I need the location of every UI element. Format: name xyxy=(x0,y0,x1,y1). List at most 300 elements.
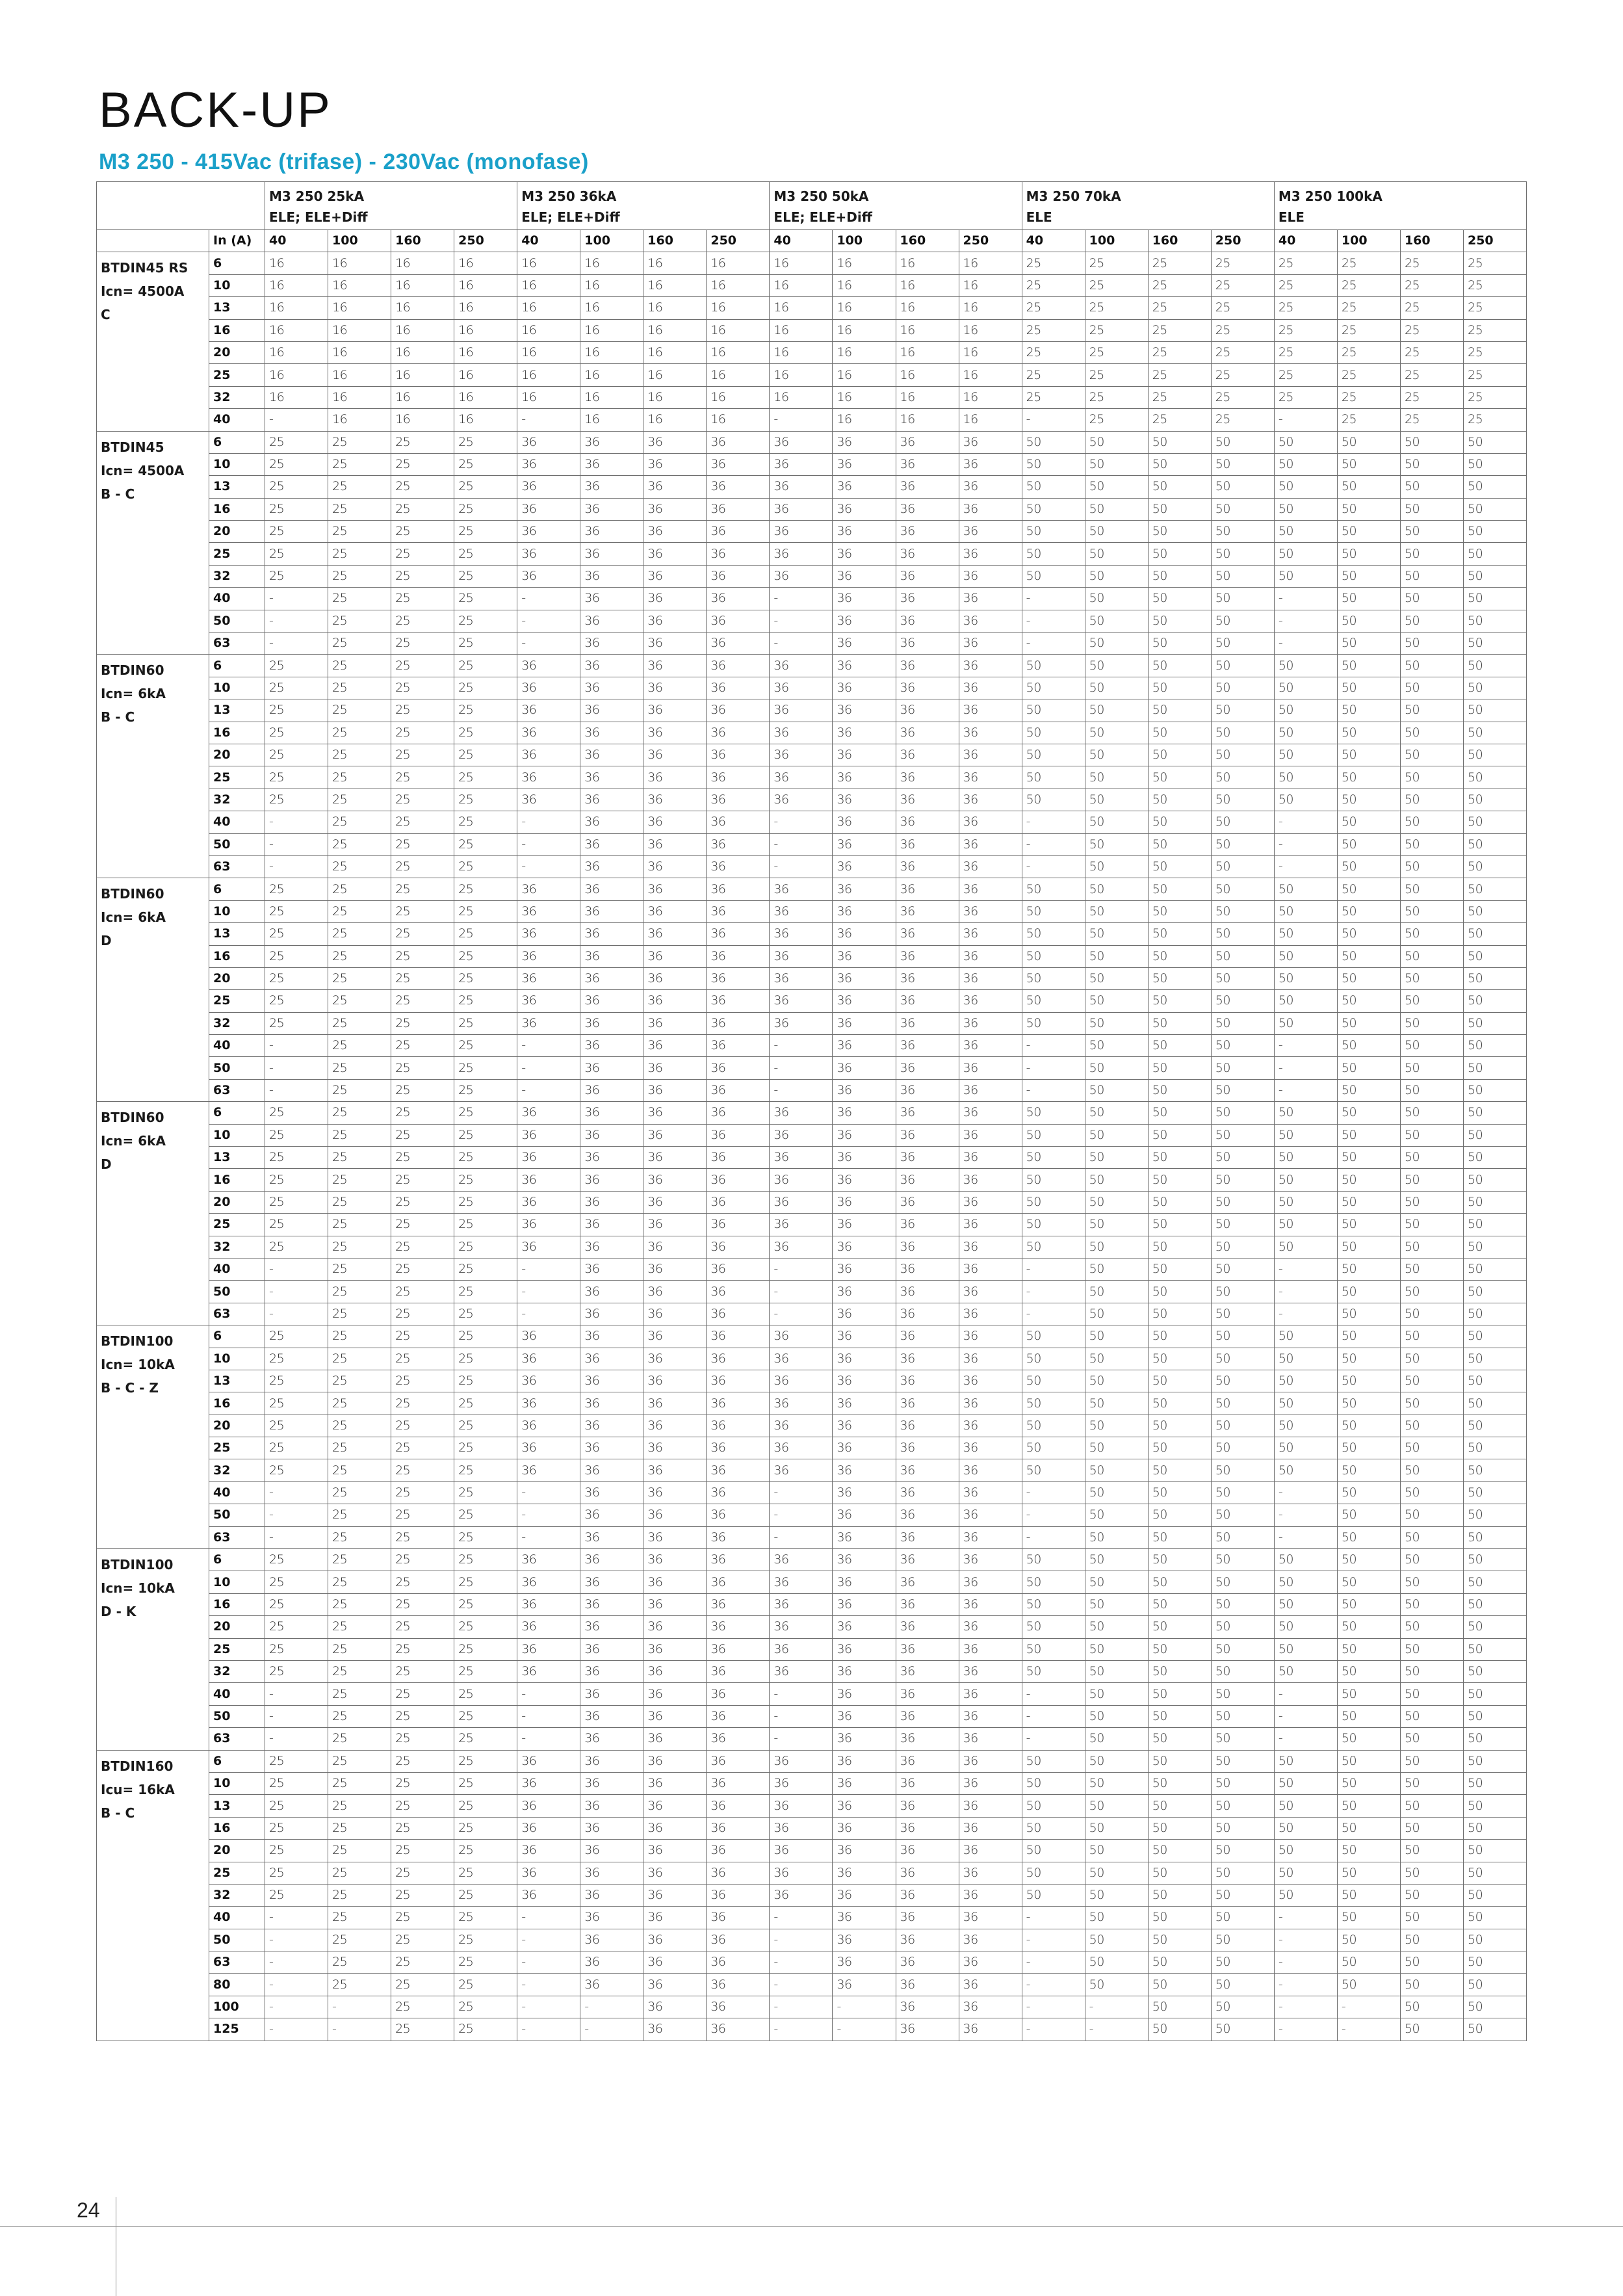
table-row xyxy=(97,1012,1527,1034)
breaking-value: - xyxy=(1022,1996,1085,2018)
in-value: 10 xyxy=(209,677,265,699)
in-value: 6 xyxy=(209,431,265,453)
breaking-value: - xyxy=(265,855,328,878)
breaking-value: 25 xyxy=(454,1862,517,1884)
breaking-value: 36 xyxy=(959,1191,1022,1213)
breaking-value: 50 xyxy=(1337,1616,1400,1638)
breaking-value: 50 xyxy=(1211,1236,1274,1258)
breaking-value: 50 xyxy=(1085,722,1148,744)
breaking-value: 50 xyxy=(1148,1035,1211,1057)
breaking-value: 25 xyxy=(454,1683,517,1705)
breaking-value: 50 xyxy=(1463,900,1526,922)
breaking-value: 36 xyxy=(643,990,707,1012)
breaking-value: 25 xyxy=(391,677,454,699)
breaking-value: - xyxy=(1274,1258,1337,1280)
breaking-value: 50 xyxy=(1085,476,1148,498)
breaking-value: 50 xyxy=(1400,1415,1463,1437)
breaking-value: 36 xyxy=(833,1661,896,1683)
breaking-value: 25 xyxy=(454,1214,517,1236)
breaking-value: 36 xyxy=(517,453,580,475)
breaking-value: 36 xyxy=(707,610,770,632)
breaking-value: 36 xyxy=(517,923,580,945)
breaking-value: 25 xyxy=(265,1147,328,1169)
breaking-value: 50 xyxy=(1400,1974,1463,1996)
breaking-value: 25 xyxy=(454,1772,517,1794)
breaking-value: 36 xyxy=(896,811,959,833)
breaking-value: 36 xyxy=(896,1057,959,1079)
device-label xyxy=(97,1750,209,2041)
breaking-value: 36 xyxy=(833,565,896,587)
breaking-value: 50 xyxy=(1400,1907,1463,1929)
breaking-value: 50 xyxy=(1085,900,1148,922)
breaking-value: 16 xyxy=(265,252,328,274)
breaking-value: 50 xyxy=(1022,1571,1085,1593)
breaking-value: 50 xyxy=(1274,1169,1337,1191)
in-label: In (A) xyxy=(209,230,265,252)
breaking-value: 36 xyxy=(580,1481,643,1504)
breaking-value: 50 xyxy=(1085,1884,1148,1906)
breaking-value: 16 xyxy=(833,341,896,363)
breaking-value: 50 xyxy=(1022,1415,1085,1437)
breaking-value: 16 xyxy=(265,274,328,296)
breaking-value: 25 xyxy=(1274,274,1337,296)
breaking-value: 36 xyxy=(707,677,770,699)
breaking-value: 50 xyxy=(1148,1012,1211,1034)
breaking-value: 50 xyxy=(1022,722,1085,744)
breaking-value: 50 xyxy=(1463,1481,1526,1504)
breaking-value: 36 xyxy=(707,1281,770,1303)
breaking-value: 36 xyxy=(643,453,707,475)
breaking-value: 16 xyxy=(643,274,707,296)
breaking-value: 25 xyxy=(391,1526,454,1548)
breaking-value: 36 xyxy=(896,1616,959,1638)
breaking-value: 25 xyxy=(391,1169,454,1191)
breaking-value: 36 xyxy=(833,498,896,520)
breaking-value: 36 xyxy=(896,855,959,878)
breaking-value: 25 xyxy=(265,766,328,789)
breaking-value: 50 xyxy=(1022,878,1085,900)
in-value: 16 xyxy=(209,498,265,520)
breaking-value: 36 xyxy=(580,1012,643,1034)
breaking-value: 50 xyxy=(1211,1102,1274,1124)
breaking-value: 36 xyxy=(833,1348,896,1370)
breaking-value: 50 xyxy=(1085,543,1148,565)
breaking-value: 25 xyxy=(391,1862,454,1884)
breaking-value: 50 xyxy=(1085,1683,1148,1705)
breaking-value: 36 xyxy=(833,1549,896,1571)
breaking-value: 50 xyxy=(1022,521,1085,543)
breaking-value: 36 xyxy=(770,543,833,565)
breaking-value: 16 xyxy=(328,409,391,431)
breaking-value: 36 xyxy=(833,1705,896,1727)
breaking-value: 36 xyxy=(959,1124,1022,1146)
breaking-value: 50 xyxy=(1400,699,1463,722)
breaking-value: 36 xyxy=(833,833,896,855)
breaking-value: 16 xyxy=(517,274,580,296)
breaking-value: 50 xyxy=(1463,543,1526,565)
breaking-value: 25 xyxy=(391,1370,454,1392)
breaking-value: 50 xyxy=(1148,1303,1211,1325)
breaking-value: 50 xyxy=(1463,1035,1526,1057)
breaking-value: 36 xyxy=(643,766,707,789)
breaking-value: 25 xyxy=(391,1571,454,1593)
breaking-value: 25 xyxy=(391,1728,454,1750)
breaking-value: 25 xyxy=(265,1012,328,1034)
breaking-value: 50 xyxy=(1085,1549,1148,1571)
breaking-value: 16 xyxy=(896,319,959,341)
breaking-value: 16 xyxy=(454,341,517,363)
breaking-value: 25 xyxy=(391,1884,454,1906)
breaking-value: 50 xyxy=(1337,1415,1400,1437)
breaking-value: 36 xyxy=(959,476,1022,498)
breaking-value: 25 xyxy=(454,610,517,632)
in-value: 32 xyxy=(209,565,265,587)
breaking-value: 25 xyxy=(391,1325,454,1348)
breaking-value: 25 xyxy=(1085,341,1148,363)
breaking-value: 50 xyxy=(1085,833,1148,855)
breaking-value: 36 xyxy=(517,1795,580,1817)
breaking-value: 50 xyxy=(1337,1124,1400,1146)
breaking-value: 36 xyxy=(770,1750,833,1772)
breaking-value: 36 xyxy=(833,431,896,453)
breaking-value: 50 xyxy=(1085,1951,1148,1974)
breaking-value: - xyxy=(1274,1929,1337,1951)
breaking-value: 25 xyxy=(454,1549,517,1571)
breaking-value: 36 xyxy=(896,1012,959,1034)
breaking-value: 50 xyxy=(1400,1795,1463,1817)
breaking-value: 25 xyxy=(265,1459,328,1481)
breaking-value: 36 xyxy=(643,1504,707,1526)
in-value: 6 xyxy=(209,1102,265,1124)
breaking-value: 36 xyxy=(643,699,707,722)
breaking-value: 50 xyxy=(1274,1370,1337,1392)
breaking-value: 25 xyxy=(265,1772,328,1794)
breaking-value: 50 xyxy=(1463,878,1526,900)
breaking-value: - xyxy=(1022,2018,1085,2041)
breaking-value: 50 xyxy=(1085,1907,1148,1929)
breaking-value: 16 xyxy=(959,319,1022,341)
breaking-value: 36 xyxy=(833,1214,896,1236)
breaking-value: 50 xyxy=(1400,1884,1463,1906)
device-label xyxy=(97,1102,209,1325)
table-row xyxy=(97,1057,1527,1079)
in-value: 13 xyxy=(209,699,265,722)
breaking-value: 50 xyxy=(1463,2018,1526,2041)
breaking-value: 16 xyxy=(707,386,770,408)
breaking-value: 36 xyxy=(580,744,643,766)
breaking-value: 50 xyxy=(1463,610,1526,632)
breaking-value: 50 xyxy=(1463,1124,1526,1146)
breaking-value: - xyxy=(770,1683,833,1705)
breaking-value: 25 xyxy=(454,1593,517,1615)
in-value: 63 xyxy=(209,1079,265,1101)
table-row xyxy=(97,855,1527,878)
breaking-value: - xyxy=(770,1929,833,1951)
breaking-value: 25 xyxy=(328,1147,391,1169)
breaking-value: 36 xyxy=(896,1638,959,1660)
breaking-value: 50 xyxy=(1337,990,1400,1012)
breaking-value: 36 xyxy=(959,655,1022,677)
breaking-value: 50 xyxy=(1211,2018,1274,2041)
breaking-value: - xyxy=(1022,409,1085,431)
breaking-value: 50 xyxy=(1274,1661,1337,1683)
breaking-value: 16 xyxy=(959,409,1022,431)
breaking-value: 50 xyxy=(1211,1370,1274,1392)
breaking-value: 25 xyxy=(454,1057,517,1079)
breaking-value: 25 xyxy=(265,1191,328,1213)
breaking-value: 16 xyxy=(391,364,454,386)
breaking-value: 36 xyxy=(580,1214,643,1236)
breaking-value: 50 xyxy=(1085,1214,1148,1236)
breaking-value: 50 xyxy=(1463,1303,1526,1325)
breaking-value: 36 xyxy=(959,1996,1022,2018)
breaking-value: 50 xyxy=(1148,1974,1211,1996)
in-value: 25 xyxy=(209,1214,265,1236)
breaking-value: 25 xyxy=(454,543,517,565)
breaking-value: 36 xyxy=(580,1147,643,1169)
table-row xyxy=(97,341,1527,363)
breaking-value: 25 xyxy=(1085,297,1148,319)
table-row xyxy=(97,1370,1527,1392)
breaking-value: 36 xyxy=(833,1236,896,1258)
breaking-value: 25 xyxy=(454,766,517,789)
breaking-value: 50 xyxy=(1400,1526,1463,1548)
breaking-value: 50 xyxy=(1022,1012,1085,1034)
breaking-value: 50 xyxy=(1337,1728,1400,1750)
in-value: 6 xyxy=(209,1325,265,1348)
breaking-value: 36 xyxy=(643,1526,707,1548)
breaking-value: - xyxy=(265,1035,328,1057)
breaking-value: 25 xyxy=(454,990,517,1012)
in-value: 40 xyxy=(209,588,265,610)
device-label xyxy=(97,431,209,655)
breaking-value: 25 xyxy=(328,789,391,811)
breaking-value: 36 xyxy=(896,1370,959,1392)
breaking-value: - xyxy=(517,2018,580,2041)
breaking-value: 50 xyxy=(1211,1124,1274,1146)
breaking-value: - xyxy=(517,588,580,610)
breaking-value: 50 xyxy=(1400,1169,1463,1191)
breaking-value: 36 xyxy=(833,1258,896,1280)
breaking-value: 25 xyxy=(454,1147,517,1169)
breaking-value: 36 xyxy=(833,476,896,498)
breaking-value: 16 xyxy=(643,409,707,431)
breaking-value: 36 xyxy=(959,1549,1022,1571)
in-value: 16 xyxy=(209,722,265,744)
breaking-value: 36 xyxy=(517,476,580,498)
breaking-value: 36 xyxy=(643,1012,707,1034)
breaking-value: 50 xyxy=(1463,1169,1526,1191)
breaking-value: 36 xyxy=(707,1884,770,1906)
breaking-value: 16 xyxy=(580,386,643,408)
breaking-value: 25 xyxy=(265,1236,328,1258)
breaking-value: 50 xyxy=(1022,565,1085,587)
breaking-value: - xyxy=(517,1481,580,1504)
breaking-value: 50 xyxy=(1211,855,1274,878)
device-label-line: Icn= 6kA xyxy=(101,909,166,926)
breaking-value: 36 xyxy=(833,1437,896,1459)
breaking-value: 50 xyxy=(1148,498,1211,520)
breaking-value: 50 xyxy=(1148,1661,1211,1683)
breaking-value: 50 xyxy=(1148,1526,1211,1548)
breaking-value: 50 xyxy=(1400,543,1463,565)
breaking-value: 50 xyxy=(1148,1907,1211,1929)
breaking-value: 50 xyxy=(1085,1526,1148,1548)
in-value: 16 xyxy=(209,945,265,967)
breaking-value: 25 xyxy=(328,521,391,543)
breaking-value: 25 xyxy=(391,1929,454,1951)
breaking-value: 25 xyxy=(265,923,328,945)
breaking-value: 50 xyxy=(1148,1124,1211,1146)
breaking-value: 50 xyxy=(1400,1214,1463,1236)
breaking-value: 36 xyxy=(833,1392,896,1415)
rating-header: 160 xyxy=(896,230,959,252)
in-value: 10 xyxy=(209,1124,265,1146)
breaking-value: 36 xyxy=(707,1526,770,1548)
breaking-value: 50 xyxy=(1463,1862,1526,1884)
in-value: 25 xyxy=(209,766,265,789)
in-value: 20 xyxy=(209,341,265,363)
breaking-value: 36 xyxy=(580,521,643,543)
in-value: 100 xyxy=(209,1996,265,2018)
breaking-value: 36 xyxy=(517,498,580,520)
breaking-value: 36 xyxy=(707,1147,770,1169)
breaking-value: 50 xyxy=(1148,1325,1211,1348)
breaking-value: 50 xyxy=(1337,1459,1400,1481)
breaking-value: 25 xyxy=(454,1750,517,1772)
breaking-value: 25 xyxy=(265,945,328,967)
in-value: 63 xyxy=(209,1303,265,1325)
breaking-value: - xyxy=(328,2018,391,2041)
breaking-value: - xyxy=(265,1996,328,2018)
breaking-value: 50 xyxy=(1211,1772,1274,1794)
breaking-value: 50 xyxy=(1274,1571,1337,1593)
breaking-value: 36 xyxy=(580,1862,643,1884)
breaking-value: 25 xyxy=(454,1437,517,1459)
group-header xyxy=(1274,182,1526,230)
breaking-value: 36 xyxy=(833,1974,896,1996)
breaking-value: - xyxy=(328,1996,391,2018)
breaking-value: 25 xyxy=(328,1929,391,1951)
in-value: 80 xyxy=(209,1974,265,1996)
breaking-value: 36 xyxy=(896,498,959,520)
table-row xyxy=(97,453,1527,475)
breaking-value: 50 xyxy=(1463,1907,1526,1929)
breaking-value: 50 xyxy=(1463,1929,1526,1951)
breaking-value: 36 xyxy=(896,699,959,722)
breaking-value: 50 xyxy=(1148,1348,1211,1370)
breaking-value: 50 xyxy=(1211,990,1274,1012)
breaking-value: 50 xyxy=(1400,1862,1463,1884)
breaking-value: 25 xyxy=(328,431,391,453)
breaking-value: 50 xyxy=(1400,1258,1463,1280)
breaking-value: 36 xyxy=(959,1907,1022,1929)
breaking-value: - xyxy=(517,1526,580,1548)
breaking-value: 50 xyxy=(1274,1772,1337,1794)
breaking-value: 36 xyxy=(517,1817,580,1839)
in-value: 25 xyxy=(209,364,265,386)
device-label-line: B - C xyxy=(101,486,135,502)
breaking-value: 36 xyxy=(833,967,896,989)
breaking-value: 16 xyxy=(454,252,517,274)
breaking-value: 16 xyxy=(580,319,643,341)
breaking-value: 50 xyxy=(1274,1415,1337,1437)
breaking-value: 50 xyxy=(1337,1012,1400,1034)
breaking-value: 50 xyxy=(1085,1325,1148,1348)
breaking-value: 25 xyxy=(328,565,391,587)
breaking-value: 16 xyxy=(580,364,643,386)
breaking-value: 36 xyxy=(517,1191,580,1213)
breaking-value: - xyxy=(265,633,328,655)
in-value: 32 xyxy=(209,386,265,408)
breaking-value: 36 xyxy=(896,655,959,677)
breaking-value: 50 xyxy=(1463,1437,1526,1459)
breaking-value: 50 xyxy=(1463,1705,1526,1727)
device-label-line: Icn= 10kA xyxy=(101,1580,175,1597)
breaking-value: 16 xyxy=(517,297,580,319)
breaking-value: 36 xyxy=(580,1840,643,1862)
table-row xyxy=(97,1683,1527,1705)
breaking-value: 50 xyxy=(1337,588,1400,610)
table-row xyxy=(97,252,1527,274)
breaking-value: 50 xyxy=(1022,476,1085,498)
in-value: 6 xyxy=(209,878,265,900)
breaking-value: 50 xyxy=(1337,923,1400,945)
device-label xyxy=(97,655,209,878)
table-row xyxy=(97,1191,1527,1213)
group-header xyxy=(517,182,770,230)
breaking-value: 50 xyxy=(1463,1616,1526,1638)
breaking-value: 36 xyxy=(707,766,770,789)
breaking-value: 25 xyxy=(454,1191,517,1213)
in-value: 63 xyxy=(209,855,265,878)
breaking-value: 25 xyxy=(1022,386,1085,408)
breaking-value: 50 xyxy=(1463,521,1526,543)
table-row xyxy=(97,1147,1527,1169)
breaking-value: 25 xyxy=(391,1661,454,1683)
breaking-value: 25 xyxy=(265,1169,328,1191)
breaking-value: 50 xyxy=(1463,633,1526,655)
breaking-value: 50 xyxy=(1211,1817,1274,1839)
breaking-value: 25 xyxy=(328,1236,391,1258)
table-row xyxy=(97,655,1527,677)
breaking-value: 36 xyxy=(517,1459,580,1481)
breaking-value: 36 xyxy=(896,1392,959,1415)
breaking-value: 36 xyxy=(896,1728,959,1750)
breaking-value: 50 xyxy=(1022,543,1085,565)
breaking-value: 25 xyxy=(391,855,454,878)
breaking-value: 50 xyxy=(1085,1348,1148,1370)
breaking-value: 50 xyxy=(1463,655,1526,677)
breaking-value: 36 xyxy=(896,1951,959,1974)
group-name: M3 250 25kA xyxy=(269,189,365,204)
breaking-value: 36 xyxy=(580,1750,643,1772)
breaking-value: - xyxy=(1274,833,1337,855)
breaking-value: 25 xyxy=(454,945,517,967)
group-name: M3 250 36kA xyxy=(521,189,617,204)
rating-header: 100 xyxy=(833,230,896,252)
table-row xyxy=(97,833,1527,855)
in-value: 16 xyxy=(209,1593,265,1615)
breaking-value: 36 xyxy=(896,1169,959,1191)
breaking-value: 25 xyxy=(328,945,391,967)
breaking-value: 25 xyxy=(454,588,517,610)
breaking-value: 25 xyxy=(391,1147,454,1169)
breaking-value: 50 xyxy=(1463,1236,1526,1258)
table-row xyxy=(97,1124,1527,1146)
in-value: 63 xyxy=(209,1728,265,1750)
breaking-value: 25 xyxy=(454,1929,517,1951)
